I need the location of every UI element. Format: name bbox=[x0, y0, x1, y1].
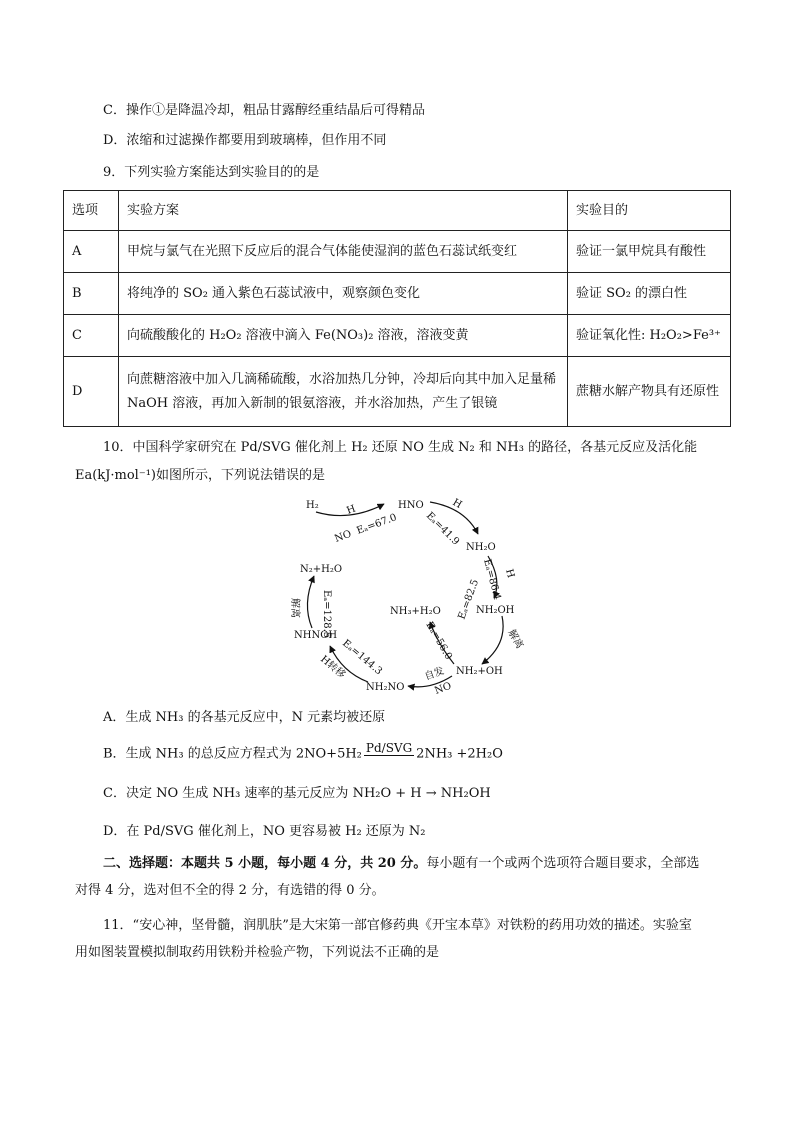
section2-heading: 二、选择题：本题共 5 小题，每小题 4 分，共 20 分。 bbox=[103, 856, 427, 871]
table-row bbox=[64, 357, 731, 427]
q10-stem-line2: Ea(kJ·mol⁻¹)如图所示，下列说法错误的是 bbox=[75, 468, 325, 483]
table-row bbox=[64, 273, 731, 315]
species-nh2no: NH₂NO bbox=[366, 682, 405, 693]
q10-stem-line1: 10．中国科学家研究在 Pd/SVG 催化剂上 H₂ 还原 NO 生成 N₂ 和 NH₃ 的路径，各基元反应及活化能 bbox=[103, 440, 698, 455]
energy-e7: Eₐ=128.5 bbox=[321, 590, 332, 639]
label-spontaneous: 自发 bbox=[423, 665, 446, 683]
table-row bbox=[64, 315, 731, 357]
row-b-purpose: 验证 SO₂ 的漂白性 bbox=[568, 273, 731, 315]
row-a-scheme: 甲烷与氯气在光照下反应后的混合气体能使湿润的蓝色石蕊试纸变红 bbox=[119, 231, 568, 273]
label-dissociation-left: 解离 bbox=[289, 598, 300, 618]
section2-text-line2: 对得 4 分，选对但不全的得 2 分，有选错的得 0 分。 bbox=[75, 883, 385, 898]
row-a-option: A bbox=[64, 231, 119, 273]
row-c-purpose: 验证氧化性: H₂O₂>Fe³⁺ bbox=[568, 315, 731, 357]
header-purpose: 实验目的 bbox=[568, 191, 731, 231]
reaction-pathway-diagram bbox=[280, 494, 540, 704]
row-a-purpose: 验证一氯甲烷具有酸性 bbox=[568, 231, 731, 273]
arrow-nhnoh-to-n2-h2o bbox=[307, 576, 314, 628]
q11-line1: 11．“安心神，坚骨髓，润肌肤”是大宋第一部官修药典《开宝本草》对铁粉的药用功效的描述。实验室 bbox=[103, 918, 692, 933]
species-h-right: H bbox=[450, 497, 464, 511]
energy-e1: Eₐ=67.0 bbox=[355, 512, 399, 537]
species-h2: H₂ bbox=[306, 500, 319, 511]
species-nh2oh: NH₂OH bbox=[476, 605, 515, 616]
arrow-nh2oh-to-nh2-oh bbox=[482, 616, 503, 664]
row-b-scheme: 将纯净的 SO₂ 通入紫色石蕊试液中，观察颜色变化 bbox=[119, 273, 568, 315]
energy-e4: Eₐ=82.5 bbox=[456, 577, 482, 622]
q11-stem bbox=[75, 912, 735, 966]
species-h-top: H bbox=[345, 503, 358, 517]
reaction-condition bbox=[364, 742, 414, 766]
label-dissociation-right: 解离 bbox=[505, 628, 525, 651]
row-c-option: C bbox=[64, 315, 119, 357]
row-d-option: D bbox=[64, 357, 119, 427]
q8-option-c: C．操作①是降温冷却，粗品甘露醇经重结晶后可得精品 bbox=[103, 103, 425, 118]
q10-option-a: A．生成 NH₃ 的各基元反应中，N 元素均被还原 bbox=[103, 710, 386, 725]
section2-text-line1: 每小题有一个或两个选项符合题目要求，全部选 bbox=[426, 856, 700, 871]
q9-stem: 9．下列实验方案能达到实验目的的是 bbox=[103, 165, 320, 180]
q10-option-c: C．决定 NO 生成 NH₃ 速率的基元反应为 NH₂O + H → NH₂OH bbox=[103, 786, 491, 801]
species-nh3-h2o: NH₃+H₂O bbox=[390, 606, 441, 617]
row-b-option: B bbox=[64, 273, 119, 315]
energy-e3: Eₐ=86.4 bbox=[481, 557, 503, 602]
species-nhnoh: NHNOH bbox=[294, 630, 338, 641]
species-no-bottom: NO bbox=[433, 680, 453, 697]
energy-e6: Eₐ=144.3 bbox=[340, 637, 385, 678]
q10-option-b bbox=[103, 742, 503, 766]
q11-line2: 用如图装置模拟制取药用铁粉并检验产物，下列说法不正确的是 bbox=[75, 945, 440, 960]
section2-intro bbox=[75, 850, 735, 904]
species-hno: HNO bbox=[398, 500, 424, 511]
row-d-purpose: 蔗糖水解产物具有还原性 bbox=[568, 357, 731, 427]
header-scheme: 实验方案 bbox=[119, 191, 568, 231]
species-nh2-oh: NH₂+OH bbox=[456, 666, 503, 677]
species-nh2o: NH₂O bbox=[466, 542, 496, 553]
energy-e2: Eₐ=41.9 bbox=[423, 510, 462, 548]
option-b-products: 2NH₃ +2H₂O bbox=[416, 746, 503, 762]
catalyst-label: Pd/SVG bbox=[365, 741, 413, 755]
row-c-scheme: 向硫酸酸化的 H₂O₂ 溶液中滴入 Fe(NO₃)₂ 溶液，溶液变黄 bbox=[119, 315, 568, 357]
q10-option-d: D．在 Pd/SVG 催化剂上，NO 更容易被 H₂ 还原为 N₂ bbox=[103, 824, 426, 839]
q8-option-d: D．浓缩和过滤操作都要用到玻璃棒，但作用不同 bbox=[103, 133, 387, 148]
label-h-transfer: H转移 bbox=[318, 653, 348, 681]
species-h-right2: H bbox=[503, 567, 516, 580]
species-no-top: NO bbox=[333, 528, 353, 545]
q9-table bbox=[63, 190, 731, 427]
row-d-scheme: 向蔗糖溶液中加入几滴稀硫酸，水浴加热几分钟，冷却后向其中加入足量稀 NaOH 溶液，再加入新制的银氨溶液，并水浴加热，产生了银镜 bbox=[119, 357, 568, 427]
energy-e5: Eₐ=56.0 bbox=[423, 620, 454, 662]
table-row bbox=[64, 231, 731, 273]
table-header-row bbox=[64, 191, 731, 231]
header-option: 选项 bbox=[64, 191, 119, 231]
option-b-text: B．生成 NH₃ 的总反应方程式为 2NO+5H₂ bbox=[103, 746, 362, 762]
species-n2-h2o: N₂+H₂O bbox=[300, 564, 343, 575]
